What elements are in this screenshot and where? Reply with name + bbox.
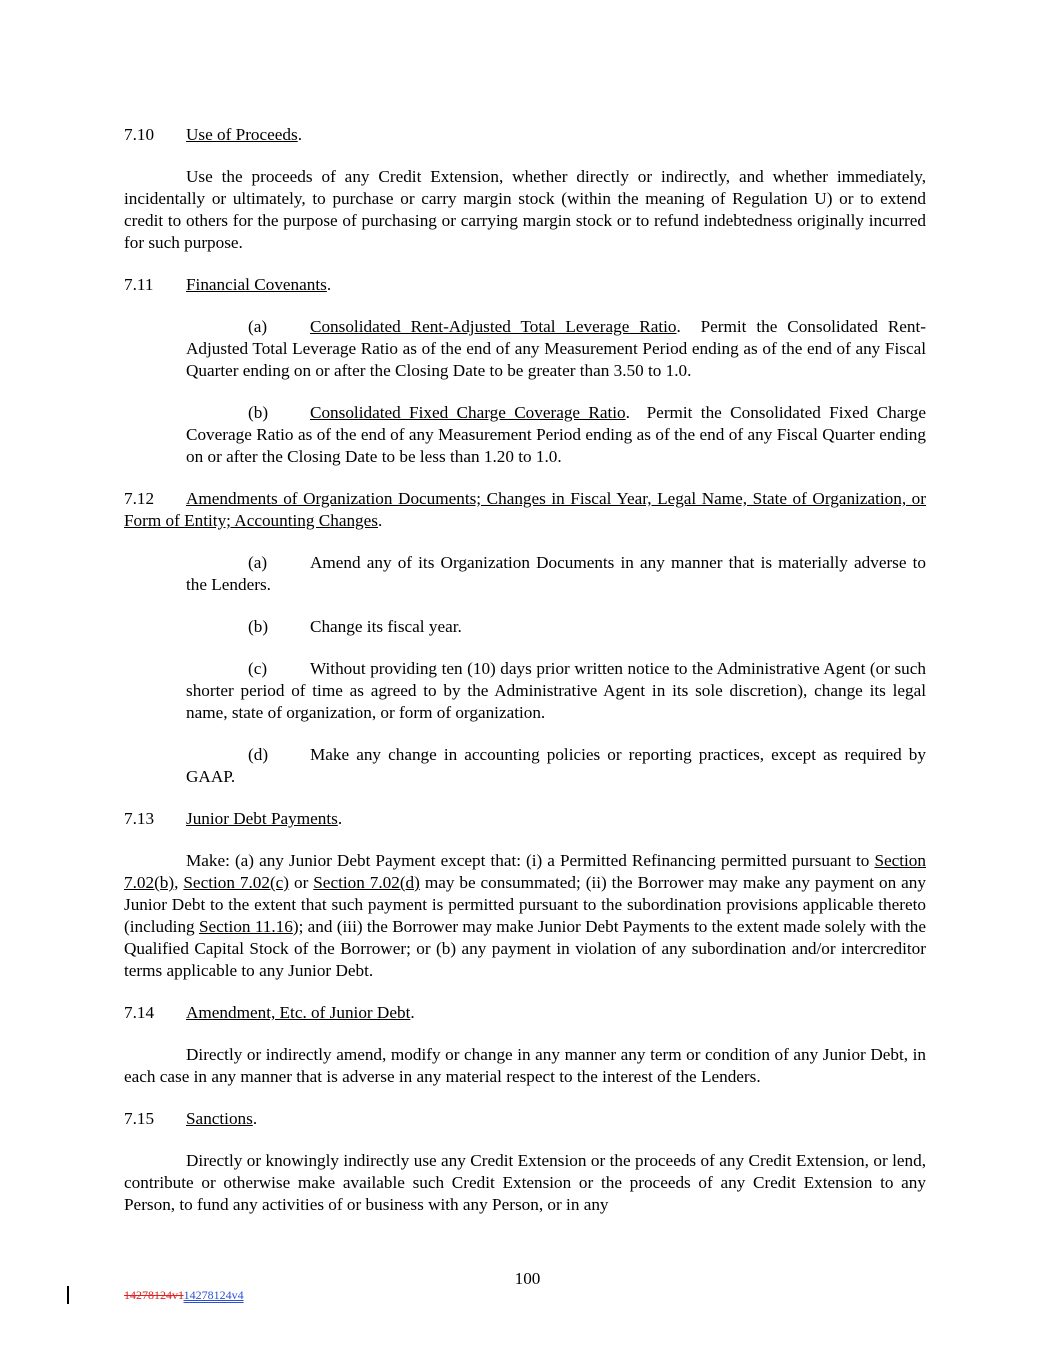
clause-body: Permit the Consolidated Fixed Charge Coverage Ratio as of the end of any Measurement Period ending as of the end of any Fiscal Quarter ending on or after the Closing Date to be less than 1.20 to 1.0. (186, 403, 926, 466)
body-text: ); and (iii) the Borrower may make Junior Debt Payments to the extent made solely with the Qualified Capital Stock of the Borrower; or (b) any payment in violation of any subordination and/or intercreditor terms applicable to any Junior Debt. (124, 917, 926, 980)
section-body-7-15: Directly or knowingly indirectly use any Credit Extension or the proceeds of any Credit Extension, or lend, contribute or otherwise make available such Credit Extension or the proceeds of any Credit Extension to any Person, to fund any activities of or business with any Person, or in any (124, 1151, 926, 1214)
section-number: 7.11 (124, 275, 154, 294)
clause-body: Amend any of its Organization Documents in any manner that is materially adverse to the Lenders. (186, 553, 926, 594)
section-heading-7-10: 7.10 Use of Proceeds. (124, 125, 302, 144)
section-body-7-14: Directly or indirectly amend, modify or change in any manner any term or condition of any Junior Debt, in each case in any manner that is adverse in any material respect to the interest of the Lenders. (124, 1045, 926, 1086)
clause-label: (a) (248, 317, 268, 336)
clause-7-12-d (186, 744, 926, 788)
cross-reference: Section 11.16 (198, 917, 293, 936)
clause-7-11-b: (b) Consolidated Fixed Charge Coverage Ratio. Permit the Consolidated Fixed Charge Coverage Ratio as of the end of any Measurement Period ending as of the end of any Fiscal Quarter ending on or after the Closing Date to be less than 1.20 to 1.0. (186, 403, 926, 466)
page-body (124, 124, 926, 1236)
clause-label: (d) (248, 745, 269, 764)
section-number: 7.14 (124, 1003, 155, 1022)
section-number: 7.10 (124, 125, 155, 144)
section-heading-7-11: 7.11 Financial Covenants. (124, 275, 332, 294)
section-title: Financial Covenants (186, 275, 327, 294)
clause-label: (a) (248, 553, 268, 572)
body-text: Make: (a) any Junior Debt Payment except that: (i) a Permitted Refinancing permitted pursuant to (186, 851, 875, 870)
clause-label: (c) (248, 659, 268, 678)
section-title: Sanctions (186, 1109, 253, 1128)
section-heading-7-15: 7.15 Sanctions. (124, 1109, 258, 1128)
document-id-footer (124, 1288, 244, 1302)
section-heading-7-13: 7.13 Junior Debt Payments. (124, 809, 343, 828)
section-title: Amendment, Etc. of Junior Debt (186, 1003, 411, 1022)
cross-reference: Section 7.02(d) (313, 873, 420, 892)
section-body-7-13 (124, 850, 926, 982)
page-number: 100 (514, 1269, 541, 1288)
section-title: Junior Debt Payments (186, 809, 338, 828)
section-number: 7.13 (124, 809, 155, 828)
clause-title: Consolidated Rent-Adjusted Total Leverage Ratio (310, 317, 677, 336)
body-text: may be consummated; (ii) the Borrower may make any payment on any Junior Debt to the extent that such payment is permitted pursuant to the subordination provisions applicable thereto (including (124, 873, 926, 936)
clause-7-12-a (186, 552, 926, 596)
section-title: Amendments of Organization Documents; Changes in Fiscal Year, Legal Name, State of Organization, or Form of Entity; Accounting Changes (124, 489, 926, 530)
clause-7-11-a: (a) Consolidated Rent-Adjusted Total Leverage Ratio. Permit the Consolidated Rent-Adjusted Total Leverage Ratio as of the end of any Measurement Period ending as of the end of any Fiscal Quarter ending on or after the Closing Date to be greater than 3.50 to 1.0. (186, 317, 927, 380)
section-title: Use of Proceeds (186, 125, 298, 144)
clause-body: Without providing ten (10) days prior written notice to the Administrative Agent (or such shorter period of time as agreed to by the Administrative Agent in its sole discretion), change its legal name, state of organization, or form of organization. (186, 659, 926, 722)
clause-7-12-b (186, 616, 926, 638)
clause-body: Change its fiscal year. (310, 617, 462, 636)
deleted-doc-id: 14278124v1 (124, 1288, 184, 1302)
clause-label: (b) (248, 403, 269, 422)
change-bar (67, 1286, 69, 1304)
clause-body: Permit the Consolidated Rent-Adjusted Total Leverage Ratio as of the end of any Measurement Period ending as of the end of any Fiscal Quarter ending on or after the Closing Date to be greater than 3.50 to 1.0. (186, 317, 927, 380)
body-text: or (289, 873, 314, 892)
body-text: , (174, 873, 184, 892)
clause-7-12-c (186, 658, 926, 724)
inserted-doc-id: 14278124v4 (183, 1288, 244, 1302)
section-heading-7-14: 7.14 Amendment, Etc. of Junior Debt. (124, 1003, 415, 1022)
section-heading-7-12: 7.12 Amendments of Organization Documents; Changes in Fiscal Year, Legal Name, State of Organization, or Form of Entity; Accounting Changes. (124, 489, 926, 530)
section-number: 7.15 (124, 1109, 155, 1128)
section-body-7-10: Use the proceeds of any Credit Extension, whether directly or indirectly, and whether immediately, incidentally or ultimately, to purchase or carry margin stock (within the meaning of Regulation U) or to extend credit to others for the purpose of purchasing or carrying margin stock or to refund indebtedness originally incurred for such purpose. (124, 167, 926, 252)
clause-body: Make any change in accounting policies or reporting practices, except as required by GAAP. (186, 745, 926, 786)
clause-title: Consolidated Fixed Charge Coverage Ratio (310, 403, 626, 422)
section-number: 7.12 (124, 489, 155, 508)
cross-reference: Section 7.02(c) (183, 873, 290, 892)
clause-label: (b) (248, 617, 269, 636)
cross-reference: Section 7.02(b) (124, 851, 926, 892)
